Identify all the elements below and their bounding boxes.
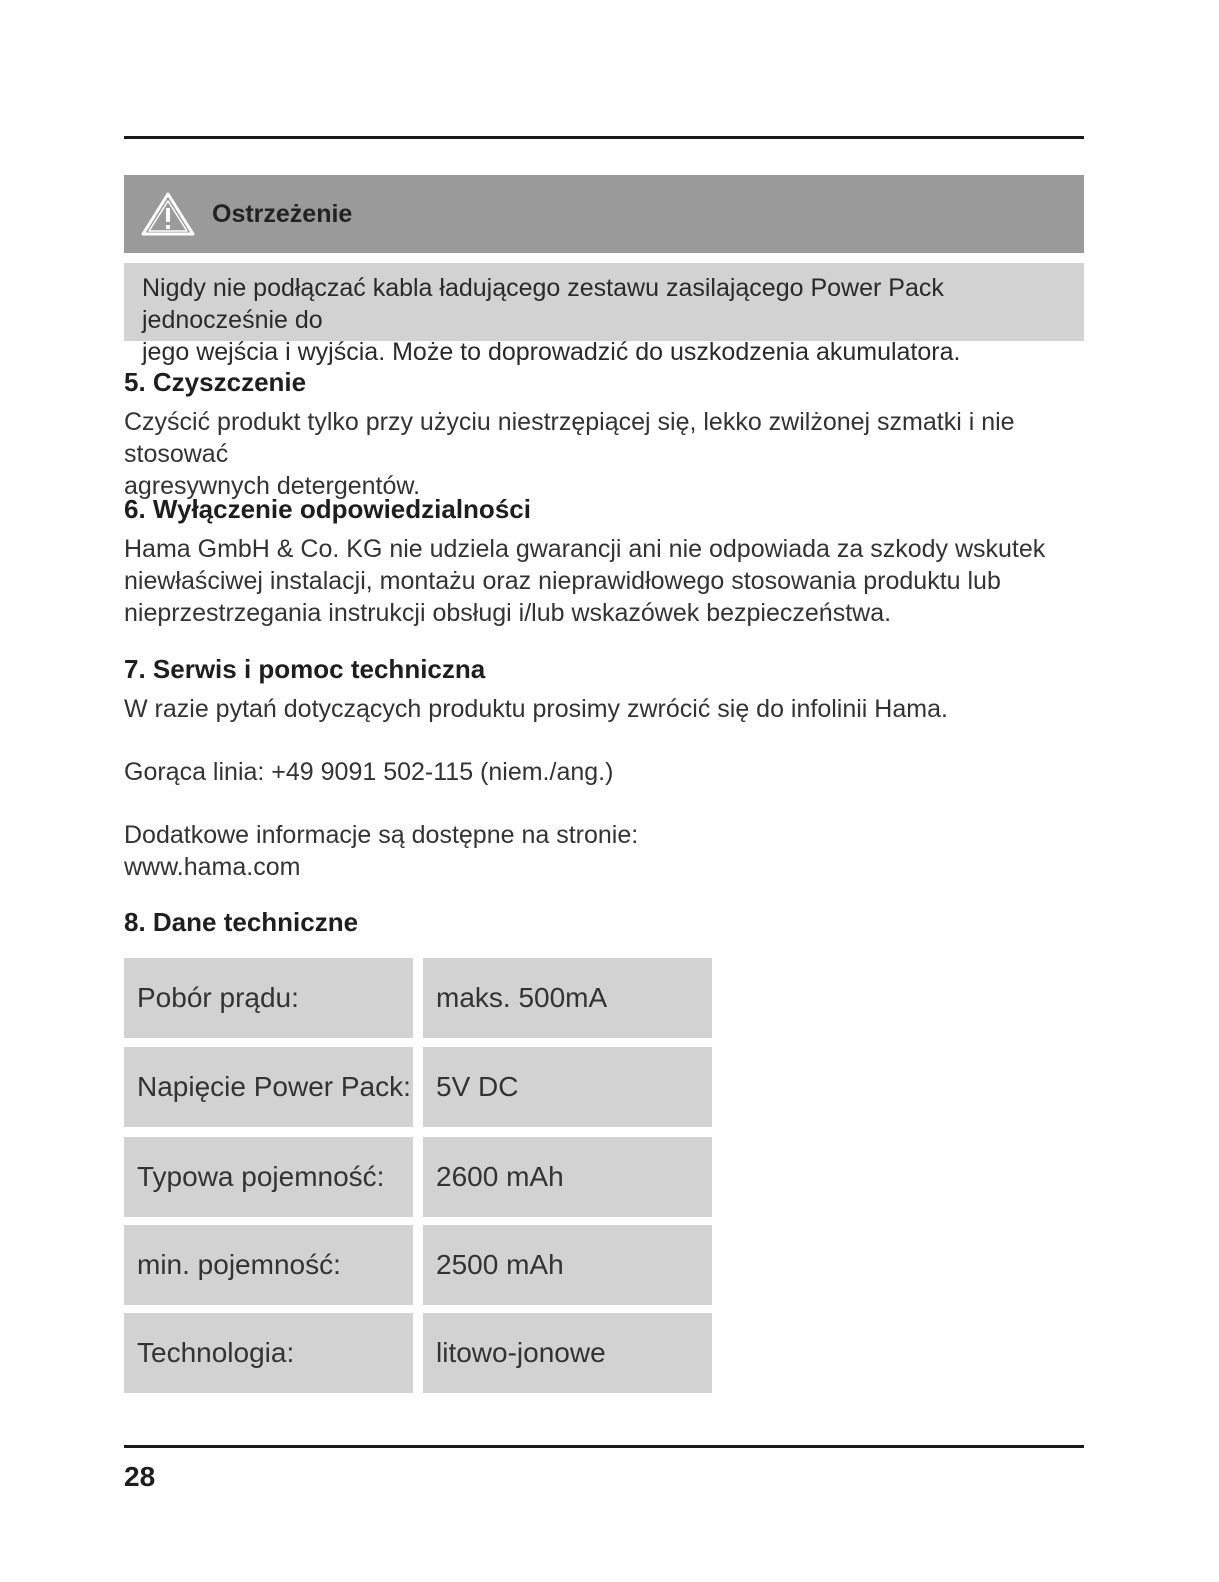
- warning-text-line: jego wejścia i wyjścia. Może to doprowadzić do uszkodzenia akumulatora.: [142, 338, 961, 366]
- section-6-text: [124, 533, 1084, 629]
- website-link[interactable]: www.hama.com: [124, 853, 301, 881]
- spec-value: 5V DC: [423, 1047, 712, 1127]
- top-rule: [124, 136, 1084, 139]
- warning-header: [124, 175, 1084, 253]
- info-text: Dodatkowe informacje są dostępne na stronie:: [124, 821, 639, 849]
- spec-value: 2500 mAh: [423, 1225, 712, 1305]
- spec-label: Technologia:: [124, 1313, 413, 1393]
- spec-value: maks. 500mA: [423, 958, 712, 1038]
- section-8-heading: 8. Dane techniczne: [124, 907, 359, 937]
- section-6-heading: 6. Wyłączenie odpowiedzialności: [124, 494, 531, 524]
- text-line: Hama GmbH & Co. KG nie udziela gwarancji ani nie odpowiada za szkody wskutek: [124, 535, 1046, 563]
- warning-text-line: Nigdy nie podłączać kabla ładującego zestawu zasilającego Power Pack jednocześnie do: [142, 274, 944, 334]
- spec-label: Pobór prądu:: [124, 958, 413, 1038]
- section-7-info: [124, 819, 1084, 883]
- spec-label: Napięcie Power Pack:: [124, 1047, 413, 1127]
- text-line: Czyścić produkt tylko przy użyciu niestrzępiącej się, lekko zwilżonej szmatki i nie stosować: [124, 408, 1015, 468]
- warning-title: Ostrzeżenie: [212, 199, 353, 228]
- spec-label: min. pojemność:: [124, 1225, 413, 1305]
- section-7-intro: W razie pytań dotyczących produktu prosimy zwrócić się do infolinii Hama.: [124, 695, 948, 723]
- page-number: 28: [124, 1461, 156, 1492]
- text-line: niewłaściwej instalacji, montażu oraz nieprawidłowego stosowania produktu lub: [124, 567, 1001, 595]
- text-line: agresywnych detergentów.: [124, 472, 421, 500]
- section-7-heading: 7. Serwis i pomoc techniczna: [124, 654, 486, 684]
- bottom-rule: [124, 1445, 1084, 1448]
- text-line: nieprzestrzegania instrukcji obsługi i/lub wskazówek bezpieczeństwa.: [124, 599, 892, 627]
- spec-value: litowo-jonowe: [423, 1313, 712, 1393]
- warning-body: [124, 263, 1084, 366]
- section-5-heading: 5. Czyszczenie: [124, 367, 307, 397]
- hotline-text: Gorąca linia: +49 9091 502-115 (niem./ang.): [124, 758, 614, 786]
- spec-value: 2600 mAh: [423, 1137, 712, 1217]
- section-5-text: [124, 406, 1084, 502]
- spec-label: Typowa pojemność:: [124, 1137, 413, 1217]
- warning-triangle-icon: [140, 191, 196, 237]
